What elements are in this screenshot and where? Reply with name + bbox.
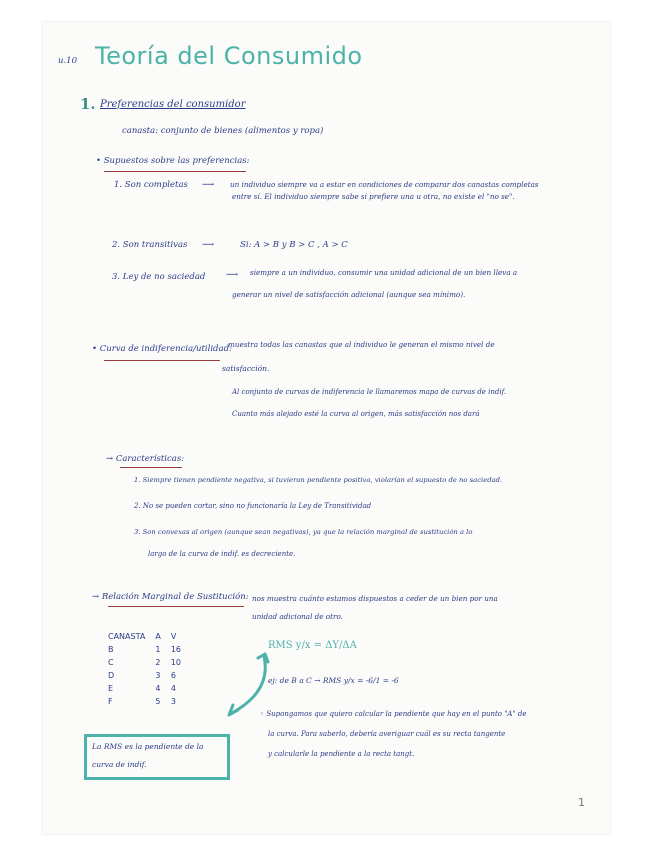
supuesto-2-label: 2. Son transitivas bbox=[112, 240, 188, 250]
table-row bbox=[108, 669, 191, 682]
table-cell: 3 bbox=[170, 697, 176, 706]
supuestos-heading: • Supuestos sobre las preferencias: bbox=[96, 156, 250, 166]
rms-note-b: la curva. Para saberlo, debería averiguar cuál es su recta tangente bbox=[268, 730, 506, 738]
curva-text-a: muestra todas las canastas que al individuo le generan el mismo nivel de bbox=[228, 340, 495, 349]
table-header-cell: V bbox=[170, 632, 177, 641]
table-cell: 4 bbox=[155, 684, 161, 693]
caracteristica-3-b: largo de la curva de indif. es decreciente. bbox=[148, 550, 296, 558]
table-row bbox=[108, 656, 191, 669]
table-cell: 6 bbox=[170, 671, 176, 680]
curva-text-d: Cuanto más alejado esté la curva al origen, más satisfacción nos dará bbox=[232, 410, 480, 418]
table-cell: 2 bbox=[155, 658, 161, 667]
table-row bbox=[108, 643, 191, 656]
table-row bbox=[108, 695, 191, 708]
table-header-row bbox=[108, 630, 191, 643]
rms-formula: RMS y/x = ΔY/ΔA bbox=[268, 640, 357, 651]
supuesto-1-text-a: un individuo siempre va a estar en condiciones de comparar dos canastas completas bbox=[230, 180, 539, 189]
table-header-cell: CANASTA bbox=[108, 632, 146, 641]
caracteristica-3-a: 3. Son convexas al origen (aunque sean negativas), ya que la relación marginal de sustitución a lo bbox=[134, 528, 473, 536]
table-cell: C bbox=[108, 658, 114, 667]
supuesto-1-label: 1. Son completas bbox=[114, 180, 188, 190]
table-cell: 10 bbox=[170, 658, 182, 667]
section-heading: Preferencias del consumidor bbox=[100, 99, 246, 110]
table-header-cell: A bbox=[155, 632, 161, 641]
supuesto-3-label: 3. Ley de no saciedad bbox=[112, 272, 206, 282]
curva-label: • Curva de indiferencia/utilidad: bbox=[92, 344, 232, 354]
rms-box-text-a: La RMS es la pendiente de la bbox=[92, 742, 204, 751]
table-cell: 1 bbox=[155, 645, 161, 654]
curva-underline bbox=[104, 360, 220, 361]
rms-note-a: ◦ Supongamos que quiero calcular la pendiente que hay en el punto "A" de bbox=[260, 710, 527, 718]
canasta-definition: canasta: conjunto de bienes (alimentos y ropa) bbox=[122, 126, 324, 136]
supuesto-1-text-b: entre sí. El individuo siempre sabe si prefiere una u otra, no existe el "no se". bbox=[232, 192, 515, 201]
caracteristica-2: 2. No se pueden cortar, sino no funcionaría la Ley de Transitividad bbox=[134, 502, 372, 510]
section-number: 1. bbox=[80, 95, 96, 113]
table-cell: 4 bbox=[170, 684, 176, 693]
table-cell: 5 bbox=[155, 697, 161, 706]
supuesto-3-text-b: generar un nivel de satisfacción adicional (aunque sea mínimo). bbox=[232, 290, 466, 299]
caracteristicas-heading: → Características: bbox=[106, 454, 185, 464]
table-row bbox=[108, 682, 191, 695]
arrow-icon: ⟶ bbox=[202, 180, 215, 190]
table-cell: 3 bbox=[155, 671, 161, 680]
caracteristicas-underline bbox=[120, 467, 182, 468]
supuestos-underline bbox=[104, 171, 246, 172]
rms-example: ej: de B a C → RMS y/x = -6/1 = -6 bbox=[268, 676, 399, 685]
rms-text-a: nos muestra cuánto estamos dispuestos a ceder de un bien por una bbox=[252, 594, 498, 603]
caracteristica-1: 1. Siempre tienen pendiente negativa, si tuvieran pendiente positiva, violarían el supuesto de no saciedad. bbox=[134, 476, 503, 484]
table-cell: B bbox=[108, 645, 114, 654]
table-cell: E bbox=[108, 684, 114, 693]
arrow-icon: ⟶ bbox=[202, 240, 215, 250]
rms-label: → Relación Marginal de Sustitución: bbox=[92, 592, 249, 602]
rms-note-c: y calcularle la pendiente a la recta tangt. bbox=[268, 750, 415, 758]
unit-marker: u.10 bbox=[58, 56, 77, 66]
rms-text-b: unidad adicional de otro. bbox=[252, 612, 343, 621]
table-cell: 16 bbox=[170, 645, 182, 654]
curva-text-c: Al conjunto de curvas de indiferencia le llamaremos mapa de curvas de indif. bbox=[232, 388, 507, 396]
canasta-table bbox=[108, 630, 191, 708]
table-cell: D bbox=[108, 671, 115, 680]
rms-box-text-b: curva de indif. bbox=[92, 760, 147, 769]
table-cell: F bbox=[108, 697, 113, 706]
rms-underline bbox=[108, 606, 244, 607]
arrow-icon: ⟶ bbox=[226, 270, 239, 280]
supuesto-3-text-a: siempre a un individuo, consumir una unidad adicional de un bien lleva a bbox=[250, 268, 518, 277]
rms-conclusion-box bbox=[84, 734, 230, 780]
supuesto-2-text: Si: A > B y B > C , A > C bbox=[240, 240, 348, 250]
curva-text-b: satisfacción. bbox=[222, 364, 270, 373]
page-number: 1 bbox=[578, 796, 585, 809]
page-title: Teoría del Consumido bbox=[95, 42, 363, 70]
